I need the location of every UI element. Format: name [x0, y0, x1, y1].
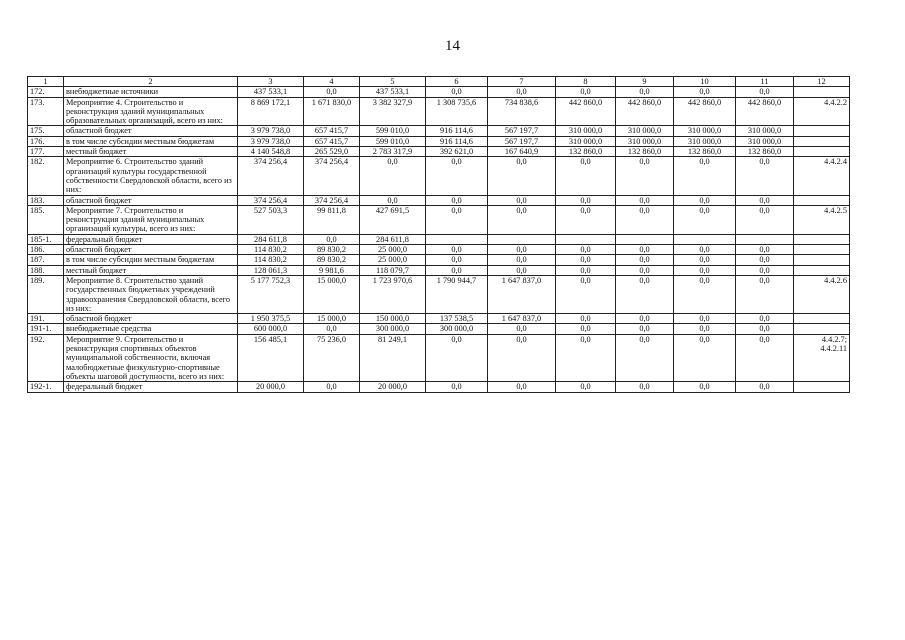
table-row: [28, 255, 850, 265]
funding-value: 0,0: [556, 265, 616, 275]
row-number: 186.: [28, 245, 64, 255]
funding-value: 0,0: [556, 205, 616, 234]
funding-value: 300 000,0: [426, 324, 488, 334]
row-description: областной бюджет: [64, 314, 238, 324]
funding-value: 89 830,2: [304, 245, 360, 255]
funding-value: 0,0: [736, 382, 794, 392]
table-row: [28, 87, 850, 97]
funding-value: 0,0: [616, 265, 674, 275]
table-row: [28, 324, 850, 334]
table-row: [28, 265, 850, 275]
funding-value: 0,0: [360, 195, 426, 205]
funding-value: 0,0: [556, 275, 616, 313]
table-row: [28, 126, 850, 136]
page-number: 14: [445, 38, 460, 54]
funding-value: 310 000,0: [674, 126, 736, 136]
funding-value: 150 000,0: [360, 314, 426, 324]
funding-value: 1 647 837,0: [488, 314, 556, 324]
target-code: 4.4.2.7; 4.4.2.11: [794, 334, 850, 381]
funding-value: 0,0: [674, 382, 736, 392]
funding-value: 310 000,0: [556, 136, 616, 146]
funding-value: 567 197,7: [488, 126, 556, 136]
funding-value: 0,0: [674, 314, 736, 324]
row-description: внебюджетные источники: [64, 87, 238, 97]
row-description: местный бюджет: [64, 265, 238, 275]
funding-value: 657 415,7: [304, 126, 360, 136]
funding-value: 0,0: [616, 382, 674, 392]
funding-value: 89 830,2: [304, 255, 360, 265]
funding-value: 374 256,4: [238, 195, 304, 205]
table-row: [28, 334, 850, 381]
funding-value: 1 950 375,5: [238, 314, 304, 324]
row-number: 185-1.: [28, 234, 64, 244]
funding-value: 0,0: [674, 245, 736, 255]
table-body: [28, 87, 850, 392]
funding-value: 0,0: [488, 255, 556, 265]
funding-value: [616, 234, 674, 244]
funding-value: 81 249,1: [360, 334, 426, 381]
funding-value: 20 000,0: [238, 382, 304, 392]
funding-value: 25 000,0: [360, 255, 426, 265]
row-description: областной бюджет: [64, 126, 238, 136]
funding-value: [674, 234, 736, 244]
target-code: [794, 234, 850, 244]
funding-value: 0,0: [674, 195, 736, 205]
funding-value: 600 000,0: [238, 324, 304, 334]
funding-value: 2 783 317,9: [360, 147, 426, 157]
funding-value: 0,0: [674, 275, 736, 313]
funding-value: 310 000,0: [674, 136, 736, 146]
funding-value: 442 860,0: [556, 97, 616, 126]
funding-value: 0,0: [426, 334, 488, 381]
funding-value: 0,0: [304, 382, 360, 392]
funding-value: 0,0: [616, 195, 674, 205]
table-row: [28, 136, 850, 146]
funding-value: 0,0: [616, 334, 674, 381]
funding-value: 599 010,0: [360, 136, 426, 146]
row-description: местный бюджет: [64, 147, 238, 157]
funding-value: 3 979 738,0: [238, 136, 304, 146]
table-row: [28, 205, 850, 234]
funding-value: 0,0: [736, 195, 794, 205]
funding-value: 916 114,6: [426, 136, 488, 146]
table-row: [28, 157, 850, 195]
funding-value: 0,0: [488, 324, 556, 334]
funding-value: 15 000,0: [304, 314, 360, 324]
funding-value: 0,0: [736, 255, 794, 265]
funding-value: 0,0: [488, 87, 556, 97]
funding-value: 442 860,0: [616, 97, 674, 126]
funding-value: [488, 234, 556, 244]
column-header: 9: [616, 77, 674, 87]
funding-value: 0,0: [674, 157, 736, 195]
funding-value: 0,0: [488, 205, 556, 234]
funding-value: 0,0: [556, 87, 616, 97]
target-code: [794, 314, 850, 324]
funding-value: 0,0: [736, 334, 794, 381]
target-code: [794, 87, 850, 97]
funding-value: 0,0: [426, 205, 488, 234]
funding-value: 0,0: [616, 324, 674, 334]
funding-value: 0,0: [556, 195, 616, 205]
funding-value: 0,0: [426, 157, 488, 195]
row-description: внебюджетные средства: [64, 324, 238, 334]
funding-value: 0,0: [426, 255, 488, 265]
column-header: 6: [426, 77, 488, 87]
row-description: в том числе субсидии местным бюджетам: [64, 255, 238, 265]
column-header: 4: [304, 77, 360, 87]
funding-value: 114 830,2: [238, 255, 304, 265]
row-description: федеральный бюджет: [64, 382, 238, 392]
target-code: [794, 324, 850, 334]
funding-value: [736, 234, 794, 244]
funding-value: 0,0: [556, 314, 616, 324]
funding-value: 657 415,7: [304, 136, 360, 146]
funding-value: 0,0: [488, 157, 556, 195]
funding-value: 0,0: [736, 314, 794, 324]
row-description: областной бюджет: [64, 195, 238, 205]
column-header: 8: [556, 77, 616, 87]
funding-value: 1 308 735,6: [426, 97, 488, 126]
funding-value: 0,0: [360, 157, 426, 195]
funding-value: 0,0: [556, 324, 616, 334]
funding-value: 0,0: [616, 205, 674, 234]
row-number: 176.: [28, 136, 64, 146]
funding-value: 0,0: [674, 324, 736, 334]
funding-value: 0,0: [426, 87, 488, 97]
funding-value: 0,0: [304, 87, 360, 97]
row-description: Мероприятие 4. Строительство и реконструкция зданий муниципальных образовательных организаций, всего из них:: [64, 97, 238, 126]
row-number: 172.: [28, 87, 64, 97]
funding-value: 437 533,1: [238, 87, 304, 97]
funding-value: 310 000,0: [556, 126, 616, 136]
funding-value: 132 860,0: [616, 147, 674, 157]
row-description: Мероприятие 9. Строительство и реконструкция спортивных объектов муниципальной собственности, включая малобюджетные физкультурно-спортивные объекты шаговой доступности, всего из них:: [64, 334, 238, 381]
column-header: 12: [794, 77, 850, 87]
funding-value: 442 860,0: [736, 97, 794, 126]
funding-value: 0,0: [556, 382, 616, 392]
column-header: 11: [736, 77, 794, 87]
table-row: [28, 195, 850, 205]
funding-value: 599 010,0: [360, 126, 426, 136]
target-code: 4.4.2.2: [794, 97, 850, 126]
funding-value: 0,0: [616, 314, 674, 324]
funding-value: 0,0: [304, 234, 360, 244]
funding-value: 15 000,0: [304, 275, 360, 313]
funding-value: 0,0: [616, 157, 674, 195]
row-number: 173.: [28, 97, 64, 126]
row-number: 182.: [28, 157, 64, 195]
funding-value: 1 647 837,0: [488, 275, 556, 313]
funding-value: 527 503,3: [238, 205, 304, 234]
funding-value: 0,0: [488, 195, 556, 205]
funding-value: 75 236,0: [304, 334, 360, 381]
funding-value: 0,0: [736, 324, 794, 334]
row-description: Мероприятие 8. Строительство зданий государственных бюджетных учреждений здравоохранения Свердловской области, всего из них:: [64, 275, 238, 313]
row-number: 191-1.: [28, 324, 64, 334]
table-row: [28, 382, 850, 392]
funding-value: 167 640,9: [488, 147, 556, 157]
funding-value: 310 000,0: [616, 136, 674, 146]
row-number: 192.: [28, 334, 64, 381]
table-row: [28, 245, 850, 255]
funding-value: 1 790 944,7: [426, 275, 488, 313]
table-row: [28, 275, 850, 313]
funding-value: 0,0: [736, 87, 794, 97]
target-code: [794, 136, 850, 146]
funding-value: 25 000,0: [360, 245, 426, 255]
funding-value: 0,0: [488, 245, 556, 255]
funding-value: 3 979 738,0: [238, 126, 304, 136]
funding-value: 132 860,0: [556, 147, 616, 157]
funding-value: 0,0: [488, 334, 556, 381]
funding-value: 284 611,8: [238, 234, 304, 244]
funding-value: 99 811,8: [304, 205, 360, 234]
target-code: [794, 126, 850, 136]
funding-value: 0,0: [556, 334, 616, 381]
funding-value: 0,0: [674, 87, 736, 97]
funding-value: 310 000,0: [736, 126, 794, 136]
row-description: Мероприятие 6. Строительство зданий организаций культуры государственной собственности Свердловской области, всего из них:: [64, 157, 238, 195]
funding-value: 0,0: [674, 255, 736, 265]
funding-value: 132 860,0: [736, 147, 794, 157]
row-description: в том числе субсидии местным бюджетам: [64, 136, 238, 146]
column-header: 2: [64, 77, 238, 87]
funding-value: 0,0: [556, 255, 616, 265]
table-row: [28, 234, 850, 244]
column-header: 10: [674, 77, 736, 87]
funding-value: 0,0: [674, 265, 736, 275]
funding-value: 265 529,0: [304, 147, 360, 157]
row-number: 183.: [28, 195, 64, 205]
table-header-row: [28, 77, 850, 87]
column-header: 7: [488, 77, 556, 87]
funding-value: [426, 234, 488, 244]
funding-value: 734 838,6: [488, 97, 556, 126]
funding-value: 8 869 172,1: [238, 97, 304, 126]
funding-value: 0,0: [426, 265, 488, 275]
funding-value: 0,0: [616, 255, 674, 265]
funding-value: 0,0: [736, 275, 794, 313]
funding-value: 0,0: [488, 265, 556, 275]
funding-value: 374 256,4: [238, 157, 304, 195]
funding-value: 0,0: [426, 195, 488, 205]
funding-value: 567 197,7: [488, 136, 556, 146]
column-header: 3: [238, 77, 304, 87]
funding-value: 1 671 830,0: [304, 97, 360, 126]
funding-value: 0,0: [488, 382, 556, 392]
row-number: 175.: [28, 126, 64, 136]
funding-value: [556, 234, 616, 244]
target-code: [794, 255, 850, 265]
row-description: федеральный бюджет: [64, 234, 238, 244]
funding-value: 392 621,0: [426, 147, 488, 157]
funding-value: 0,0: [304, 324, 360, 334]
funding-value: 300 000,0: [360, 324, 426, 334]
row-description: областной бюджет: [64, 245, 238, 255]
target-code: 4.4.2.4: [794, 157, 850, 195]
funding-value: 0,0: [736, 245, 794, 255]
row-number: 177.: [28, 147, 64, 157]
funding-value: 0,0: [426, 382, 488, 392]
funding-value: 0,0: [674, 334, 736, 381]
row-number: 185.: [28, 205, 64, 234]
target-code: [794, 382, 850, 392]
funding-value: 9 981,6: [304, 265, 360, 275]
target-code: [794, 245, 850, 255]
funding-value: 128 061,3: [238, 265, 304, 275]
funding-value: 0,0: [736, 205, 794, 234]
funding-value: 1 723 970,6: [360, 275, 426, 313]
funding-value: 3 382 327,9: [360, 97, 426, 126]
funding-value: 0,0: [616, 245, 674, 255]
funding-value: 0,0: [556, 157, 616, 195]
column-header: 1: [28, 77, 64, 87]
target-code: [794, 147, 850, 157]
row-number: 188.: [28, 265, 64, 275]
funding-value: 442 860,0: [674, 97, 736, 126]
table-row: [28, 314, 850, 324]
funding-value: 0,0: [556, 245, 616, 255]
funding-value: 427 691,5: [360, 205, 426, 234]
funding-value: 114 830,2: [238, 245, 304, 255]
funding-value: 4 140 548,8: [238, 147, 304, 157]
target-code: 4.4.2.5: [794, 205, 850, 234]
funding-value: 156 485,1: [238, 334, 304, 381]
funding-value: 0,0: [736, 265, 794, 275]
funding-value: 137 538,5: [426, 314, 488, 324]
funding-value: 310 000,0: [736, 136, 794, 146]
target-code: [794, 195, 850, 205]
row-description: Мероприятие 7. Строительство и реконструкция зданий муниципальных организаций культуры, всего из них:: [64, 205, 238, 234]
funding-value: 118 079,7: [360, 265, 426, 275]
funding-value: 20 000,0: [360, 382, 426, 392]
funding-value: 0,0: [674, 205, 736, 234]
funding-value: 132 860,0: [674, 147, 736, 157]
funding-value: 437 533,1: [360, 87, 426, 97]
funding-value: 284 611,8: [360, 234, 426, 244]
funding-value: 0,0: [616, 87, 674, 97]
target-code: 4.4.2.6: [794, 275, 850, 313]
table-row: [28, 147, 850, 157]
funding-value: 374 256,4: [304, 195, 360, 205]
funding-value: 0,0: [616, 275, 674, 313]
row-number: 189.: [28, 275, 64, 313]
budget-table: [27, 76, 850, 393]
funding-value: 310 000,0: [616, 126, 674, 136]
funding-value: 0,0: [736, 157, 794, 195]
funding-value: 5 177 752,3: [238, 275, 304, 313]
funding-value: 0,0: [426, 245, 488, 255]
table-row: [28, 97, 850, 126]
row-number: 192-1.: [28, 382, 64, 392]
target-code: [794, 265, 850, 275]
column-header: 5: [360, 77, 426, 87]
row-number: 187.: [28, 255, 64, 265]
row-number: 191.: [28, 314, 64, 324]
funding-value: 374 256,4: [304, 157, 360, 195]
funding-value: 916 114,6: [426, 126, 488, 136]
